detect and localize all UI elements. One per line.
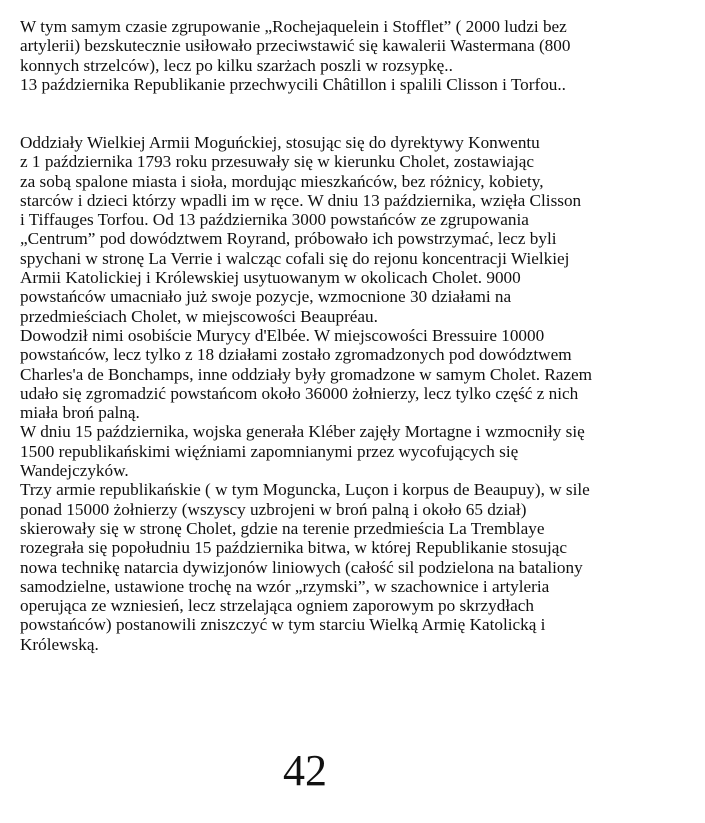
text-line: 13 października Republikanie przechwycili Châtillon i spalili Clisson i Torfou.. — [20, 74, 566, 94]
text-line: nowa technikę natarcia dywizjonów liniowych (całość sil podzielona na bataliony — [20, 557, 583, 577]
paragraph-2 — [20, 133, 700, 654]
text-line: skierowały się w stronę Cholet, gdzie na terenie przedmieścia La Tremblaye — [20, 518, 545, 538]
text-line: Charles'a de Bonchamps, inne oddziały były gromadzone w samym Cholet. Razem — [20, 364, 593, 384]
text-line: „Centrum” pod dowództwem Royrand, próbowało ich powstrzymać, lecz byli — [20, 229, 557, 249]
text-line: Królewską. — [20, 634, 99, 654]
text-line: ponad 15000 żołnierzy (wszyscy uzbrojeni w broń palną i około 65 dział) — [20, 499, 527, 519]
text-line: artylerii) bezskutecznie usiłowało przeciwstawić się kawalerii Wastermana (800 — [20, 36, 571, 56]
text-line: udało się zgromadzić powstańcom około 36000 żołnierzy, lecz tylko część z nich — [20, 383, 579, 403]
paragraph-1 — [20, 17, 700, 94]
text-line: 1500 republikańskimi więźniami zapomnianymi przez wycofujących się — [20, 441, 519, 461]
text-line: miała broń palną. — [20, 403, 140, 423]
text-line: Oddziały Wielkiej Armii Moguńckiej, stosując się do dyrektywy Konwentu — [20, 133, 540, 152]
text-line: powstańców umacniało już swoje pozycje, wzmocnione 30 działami na — [20, 287, 512, 307]
text-line: Dowodził nimi osobiście Murycy d'Elbée. W miejscowości Bressuire 10000 — [20, 325, 545, 345]
text-line: z 1 października 1793 roku przesuwały się w kierunku Cholet, zostawiając — [20, 152, 535, 172]
text-line: W tym samym czasie zgrupowanie „Rochejaquelein i Stofflet” ( 2000 ludzi bez — [20, 17, 567, 36]
text-line: operująca ze wzniesień, lecz strzelająca ogniem zaporowym po skrzydłach — [20, 596, 534, 616]
text-line: Wandejczyków. — [20, 461, 129, 481]
text-line: Trzy armie republikańskie ( w tym Moguncka, Luçon i korpus de Beaupuy), w sile — [20, 480, 590, 500]
text-line: powstańców, lecz tylko z 18 działami zostało zgromadzonych pod dowództwem — [20, 345, 572, 365]
text-line: starców i dzieci którzy wpadli im w ręce. W dniu 13 października, wzięła Clisson — [20, 190, 582, 210]
text-line: rozegrała się popołudniu 15 października bitwa, w której Republikanie stosując — [20, 538, 567, 558]
page-number: 42 — [283, 746, 327, 795]
text-line: powstańców) postanowili zniszczyć w tym starciu Wielką Armię Katolicką i — [20, 615, 546, 635]
text-line: przedmieściach Cholet, w miejscowości Beaupréau. — [20, 306, 378, 326]
text-line: spychani w stronę La Verrie i walcząc cofali się do rejonu koncentracji Wielkiej — [20, 248, 570, 268]
text-line: Armii Katolickiej i Królewskiej usytuowanym w okolicach Cholet. 9000 — [20, 268, 521, 288]
text-line: W dniu 15 października, wojska generała Kléber zajęły Mortagne i wzmocniły się — [20, 422, 585, 442]
text-line: i Tiffauges Torfou. Od 13 października 3000 powstańców ze zgrupowania — [20, 210, 529, 230]
text-line: za sobą spalone miasta i sioła, mordując mieszkańców, bez różnicy, kobiety, — [20, 171, 544, 191]
text-line: konnych strzelców), lecz po kilku szarżach poszli w rozsypkę.. — [20, 55, 453, 75]
text-line: samodzielne, ustawione trochę na wzór „rzymski”, w szachownice i artyleria — [20, 576, 550, 596]
